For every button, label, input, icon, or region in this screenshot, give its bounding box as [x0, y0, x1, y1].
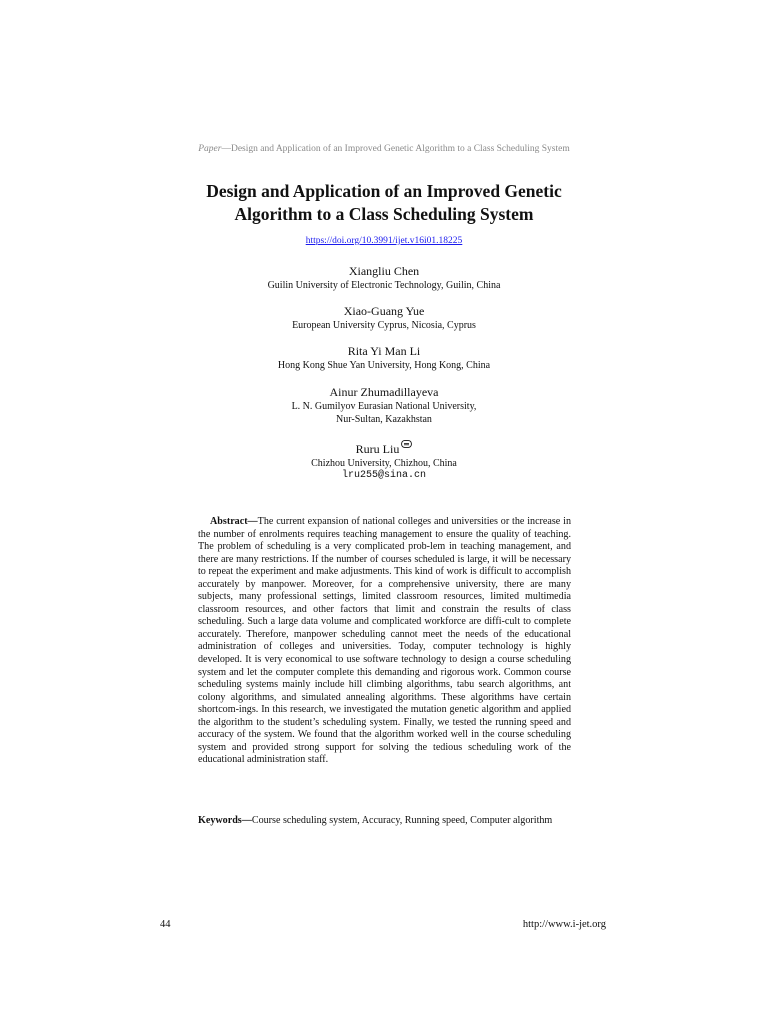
keywords-label: Keywords— — [198, 815, 252, 826]
author-affiliation: Hong Kong Shue Yan University, Hong Kong, China — [277, 360, 491, 371]
abstract-text: The current expansion of national colleges and universities or the increase in the number of enrolments requires teaching management to ensure the quality of teaching. The problem of scheduling is a very complicated prob-lem in teaching management, and there are many restrictions. If the number of courses scheduled is large, it will be necessary to repeat the experiment and make adjustments. This kind of work is difficult to accomplish accurately by manpower. Moreover, for a comprehensive university, there are many subjects, many professional settings, limited classroom resources, limited multimedia classroom resources, and other factors that limit and constrain the results of class scheduling. Such a large data volume and complicated workforce are diffi-cult to complete accurately. Therefore, manpower scheduling cannot meet the needs of the educational administration of colleges and universities. Today, computer technology is highly developed. It is very economical to use software technology to design a course scheduling system and let the computer complete this demanding and rigorous work. Common course scheduling systems mainly include hill climbing algorithms, tabu search algorithms, ant colony algorithms, and simulated annealing algorithms. These algorithms have certain shortcom-ings. In this research, we investigated the mutation genetic algorithm and applied the algorithm to the student’s scheduling system. Finally, we tested the running speed and accuracy of the system. We found that the algorithm worked well in the course scheduling system and provided strong support for solving the tedious scheduling work of the educational administration staff. — [198, 516, 571, 766]
title-line-2: Algorithm to a Class Scheduling System — [234, 204, 534, 224]
keywords — [198, 815, 571, 828]
keywords-text: Course scheduling system, Accuracy, Running speed, Computer algorithm — [251, 815, 553, 826]
author-block-2 — [0, 304, 768, 332]
title-line-1: Design and Application of an Improved Genetic — [206, 181, 562, 201]
paper-title — [150, 180, 618, 226]
author-name: Xiangliu Chen — [348, 264, 420, 278]
running-header-title: —Design and Application of an Improved Genetic Algorithm to a Class Scheduling System — [221, 144, 570, 154]
author-name: Ainur Zhumadillayeva — [329, 385, 439, 399]
author-email[interactable]: lru255@sina.cn — [341, 470, 426, 481]
running-header-label: Paper — [198, 144, 222, 154]
author-block-1 — [0, 264, 768, 292]
doi-link[interactable]: https://doi.org/10.3991/ijet.v16i01.18225 — [305, 236, 463, 246]
author-block-5 — [0, 437, 768, 482]
abstract-label: Abstract— — [210, 516, 258, 527]
author-block-4 — [0, 385, 768, 426]
author-block-3 — [0, 344, 768, 372]
author-name: Xiao-Guang Yue — [343, 304, 425, 318]
author-name: Rita Yi Man Li — [347, 344, 421, 358]
envelope-icon — [401, 437, 412, 452]
running-header — [0, 144, 768, 154]
author-affiliation: European University Cyprus, Nicosia, Cyprus — [292, 320, 476, 331]
doi — [0, 236, 768, 246]
author-affiliation: L. N. Gumilyov Eurasian National University, — [291, 401, 477, 412]
author-affiliation: Chizhou University, Chizhou, China — [311, 458, 457, 469]
author-affiliation-line-2: Nur-Sultan, Kazakhstan — [336, 414, 432, 425]
corresponding-author — [0, 437, 768, 457]
page-number: 44 — [160, 919, 171, 930]
abstract — [198, 516, 571, 767]
author-name: Ruru Liu — [355, 442, 400, 456]
footer-url[interactable]: http://www.i-jet.org — [522, 919, 606, 930]
author-affiliation: Guilin University of Electronic Technology, Guilin, China — [267, 280, 501, 291]
